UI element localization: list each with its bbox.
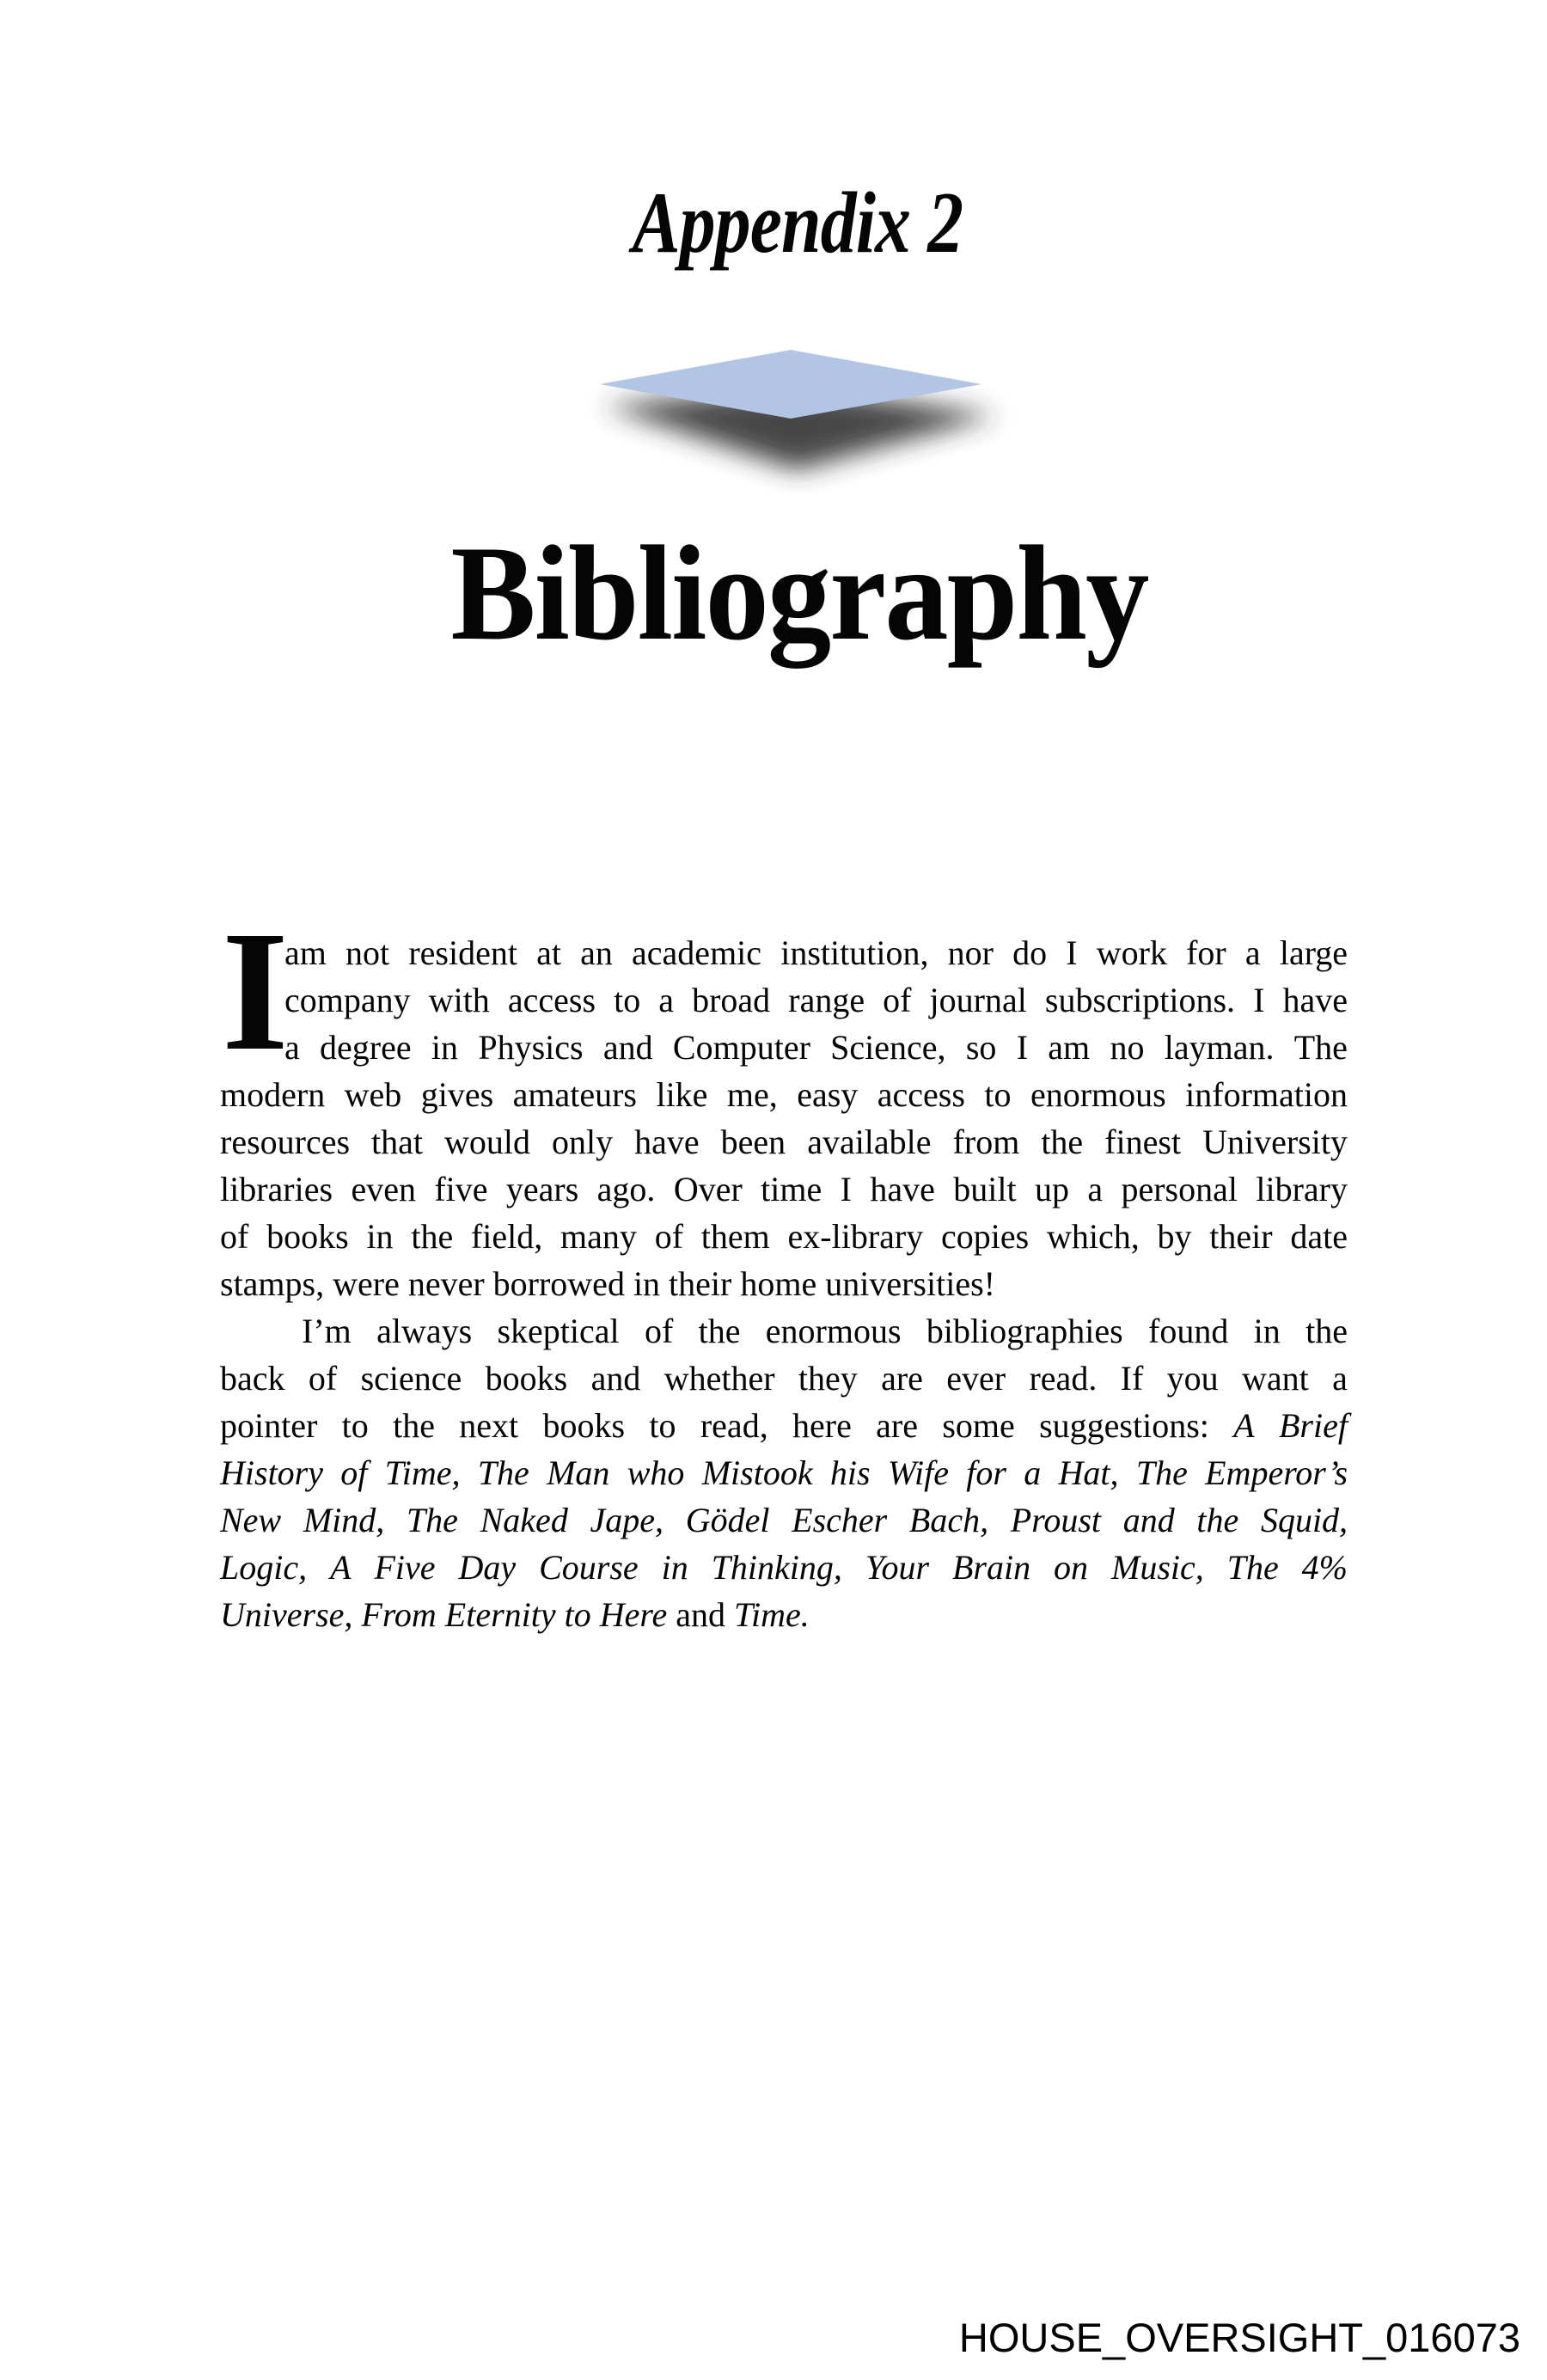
text-line: Logic, A Five Day Course in Thinking, Your Brain on Music, The 4% xyxy=(220,1548,1348,1587)
text-line: pointer to the next books to read, here are some suggestions: A Brief xyxy=(220,1406,1348,1445)
text-line: I’m always skeptical of the enormous bibliographies found in the xyxy=(302,1312,1348,1350)
text-line: New Mind, The Naked Jape, Gödel Escher Bach, Proust and the Squid, xyxy=(220,1501,1348,1539)
bates-number: HOUSE_OVERSIGHT_016073 xyxy=(958,2315,1520,2360)
appendix-heading: Appendix 2 xyxy=(632,174,963,272)
text-line: a degree in Physics and Computer Science, so I am no layman. The xyxy=(284,1028,1348,1067)
text-line: Universe, From Eternity to Here and Time. xyxy=(220,1595,810,1634)
text-line: resources that would only have been available from the finest University xyxy=(220,1123,1348,1161)
text-line: am not resident at an academic institution, nor do I work for a large xyxy=(284,933,1348,972)
text-line: modern web gives amateurs like me, easy access to enormous information xyxy=(220,1075,1348,1114)
page-title: Bibliography xyxy=(450,518,1148,669)
text-line: company with access to a broad range of journal subscriptions. I have xyxy=(284,981,1348,1019)
text-line: libraries even five years ago. Over time I have built up a personal library xyxy=(220,1170,1348,1208)
drop-cap: I xyxy=(222,896,289,1086)
text-line: of books in the field, many of them ex-library copies which, by their date xyxy=(220,1217,1348,1256)
paragraph xyxy=(220,1307,1348,1638)
diamond-ornament xyxy=(550,335,1031,507)
text-line: back of science books and whether they are ever read. If you want a xyxy=(220,1359,1348,1398)
paragraph xyxy=(220,929,1348,1307)
body-text xyxy=(220,896,1348,1638)
text-line: stamps, were never borrowed in their home universities! xyxy=(220,1264,995,1303)
text-line: History of Time, The Man who Mistook his Wife for a Hat, The Emperor’s xyxy=(220,1453,1348,1492)
